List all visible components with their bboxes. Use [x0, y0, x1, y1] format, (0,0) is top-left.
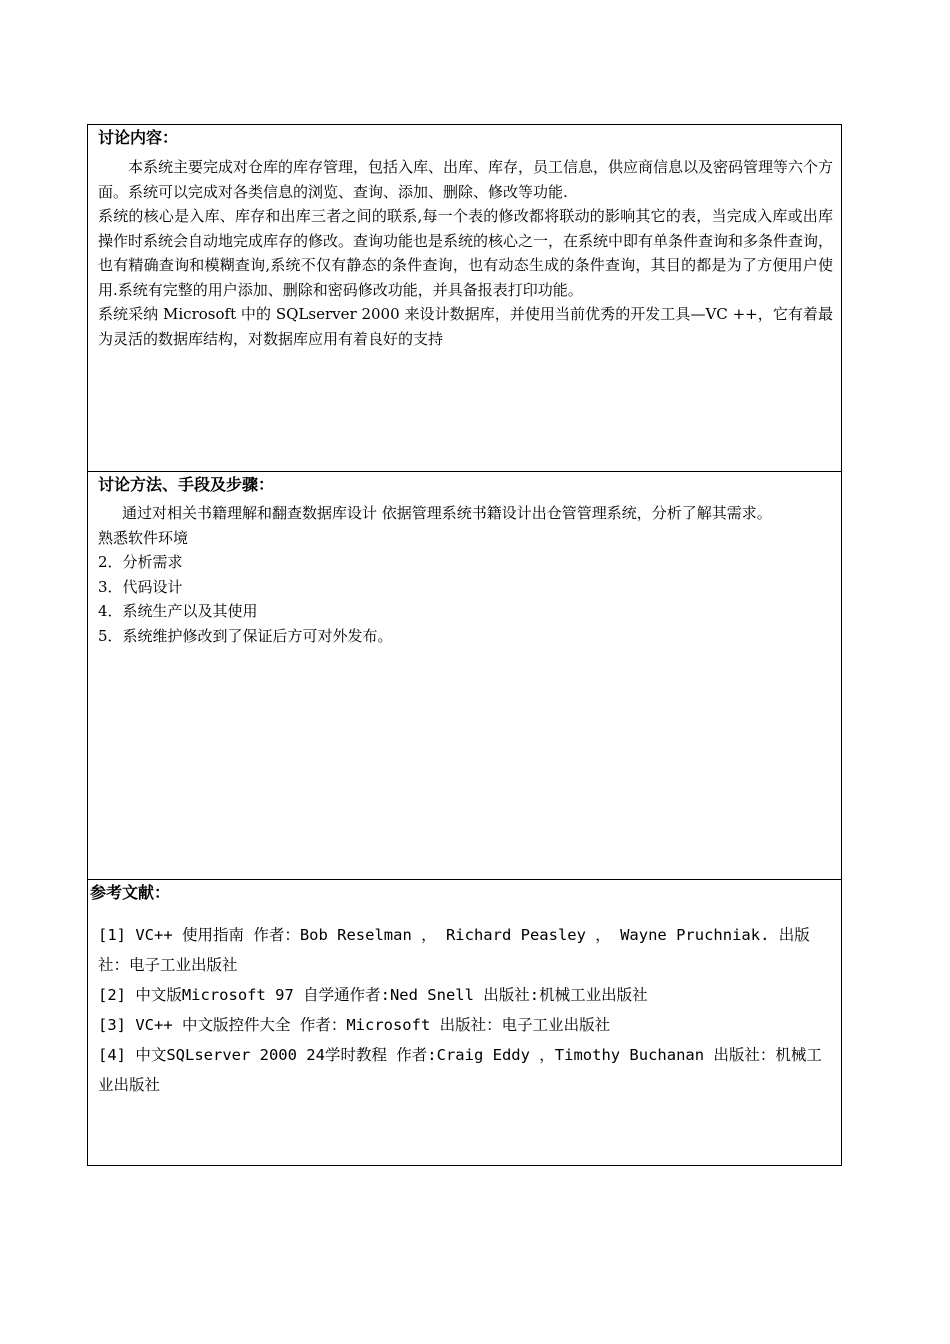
references-list	[98, 920, 833, 1100]
reference-item: [1] VC++ 使用指南 作者：Bob Reselman ， Richard Peasley ， Wayne Pruchniak. 出版社：电子工业出版社	[98, 926, 810, 974]
discussion-content-section	[88, 125, 841, 472]
method-intro: 通过对相关书籍理解和翻查数据库设计 依据管理系统书籍设计出仓管管理系统，分析了解其需求。	[122, 504, 772, 522]
reference-item: [2] 中文版Microsoft 97 自学通作者:Ned Snell 出版社:机械工业出版社	[98, 986, 648, 1004]
content-paragraph: 系统的核心是入库、库存和出库三者之间的联系,每一个表的修改都将联动的影响其它的表，当完成入库或出库操作时系统会自动地完成库存的修改。查询功能也是系统的核心之一，在系统中即有单条件查询和多条件查询，也有精确查询和模糊查询,系统不仅有静态的条件查询，也有动态生成的条件查询，其目的都是为了方便用户使用.系统有完整的用户添加、删除和密码修改功能，并具备报表打印功能。	[98, 207, 834, 299]
method-step: 2．分析需求	[98, 553, 183, 571]
references-heading: 参考文献：	[90, 883, 171, 902]
content-paragraph: 系统采纳 Microsoft 中的 SQLserver 2000 来设计数据库，并使用当前优秀的开发工具—VC ++，它有着最为灵活的数据库结构，对数据库应用有着良好的支持	[98, 305, 833, 348]
method-step: 5．系统维护修改到了保证后方可对外发布。	[98, 626, 393, 645]
discussion-content-heading: 讨论内容：	[98, 128, 179, 147]
method-step: 3．代码设计	[98, 577, 183, 596]
references-section	[88, 880, 841, 1165]
discussion-method-section	[88, 472, 841, 880]
report-form	[87, 124, 842, 1166]
method-step: 熟悉软件环境	[98, 528, 189, 547]
content-paragraph: 本系统主要完成对仓库的库存管理，包括入库、出库、库存，员工信息，供应商信息以及密码管理等六个方面。系统可以完成对各类信息的浏览、查询、添加、删除、修改等功能.	[98, 158, 834, 201]
reference-item: [3] VC++ 中文版控件大全 作者：Microsoft 出版社：电子工业出版社	[98, 1016, 611, 1034]
discussion-content-body	[98, 155, 833, 351]
discussion-method-heading: 讨论方法、手段及步骤：	[98, 475, 275, 494]
reference-item: [4] 中文SQLserver 2000 24学时教程 作者:Craig Eddy ，Timothy Buchanan 出版社：机械工业出版社	[98, 1046, 822, 1094]
discussion-method-body	[98, 501, 833, 648]
method-step: 4．系统生产以及其使用	[98, 602, 258, 620]
